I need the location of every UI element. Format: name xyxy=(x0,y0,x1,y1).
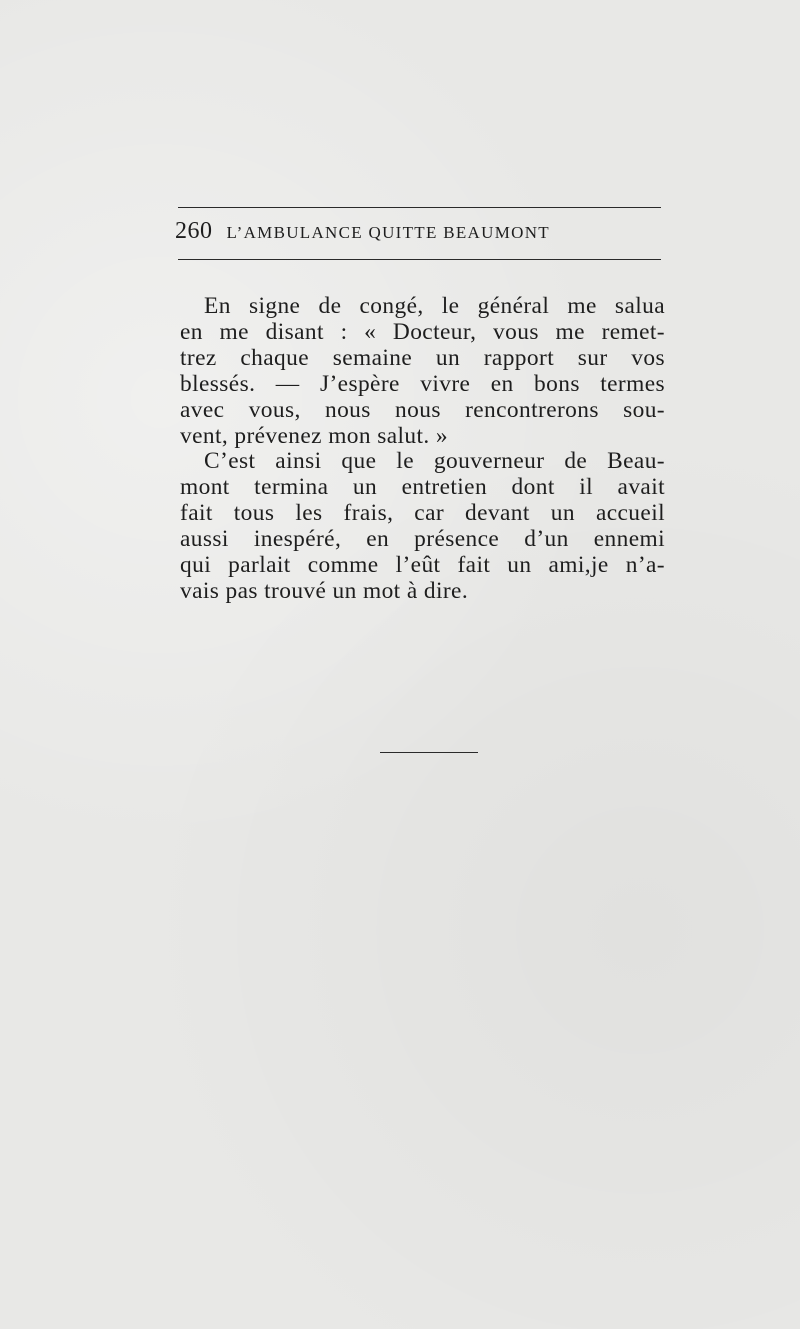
paragraph xyxy=(180,449,665,604)
text-line: trez chaque semaine un rapport sur vos xyxy=(180,344,665,371)
text-line: En signe de congé, le général me salua xyxy=(204,293,665,319)
text-line: vent, prévenez mon salut. » xyxy=(180,422,449,449)
text-line: vais pas trouvé un mot à dire. xyxy=(180,577,469,604)
page-number: 260 xyxy=(175,218,213,244)
text-line: mont termina un entretien dont il avait xyxy=(180,474,665,501)
text-line: blessés. — J’espère vivre en bons termes xyxy=(180,370,665,397)
header-bottom-rule xyxy=(178,259,661,260)
section-end-rule xyxy=(380,752,478,753)
text-line: aussi inespéré, en présence d’un ennemi xyxy=(180,526,665,553)
text-line: en me disant : « Docteur, vous me remet- xyxy=(180,318,665,345)
body-text xyxy=(180,294,665,605)
header-top-rule xyxy=(178,207,661,208)
running-title: L’AMBULANCE QUITTE BEAUMONT xyxy=(226,223,550,242)
page-header xyxy=(175,218,663,252)
text-line: qui parlait comme l’eût fait un ami,je n’a- xyxy=(180,552,665,579)
text-line: avec vous, nous nous rencontrerons sou- xyxy=(180,396,665,423)
text-line: C’est ainsi que le gouverneur de Beau- xyxy=(204,448,665,475)
text-line: fait tous les frais, car devant un accueil xyxy=(180,500,665,527)
paragraph xyxy=(180,294,665,449)
